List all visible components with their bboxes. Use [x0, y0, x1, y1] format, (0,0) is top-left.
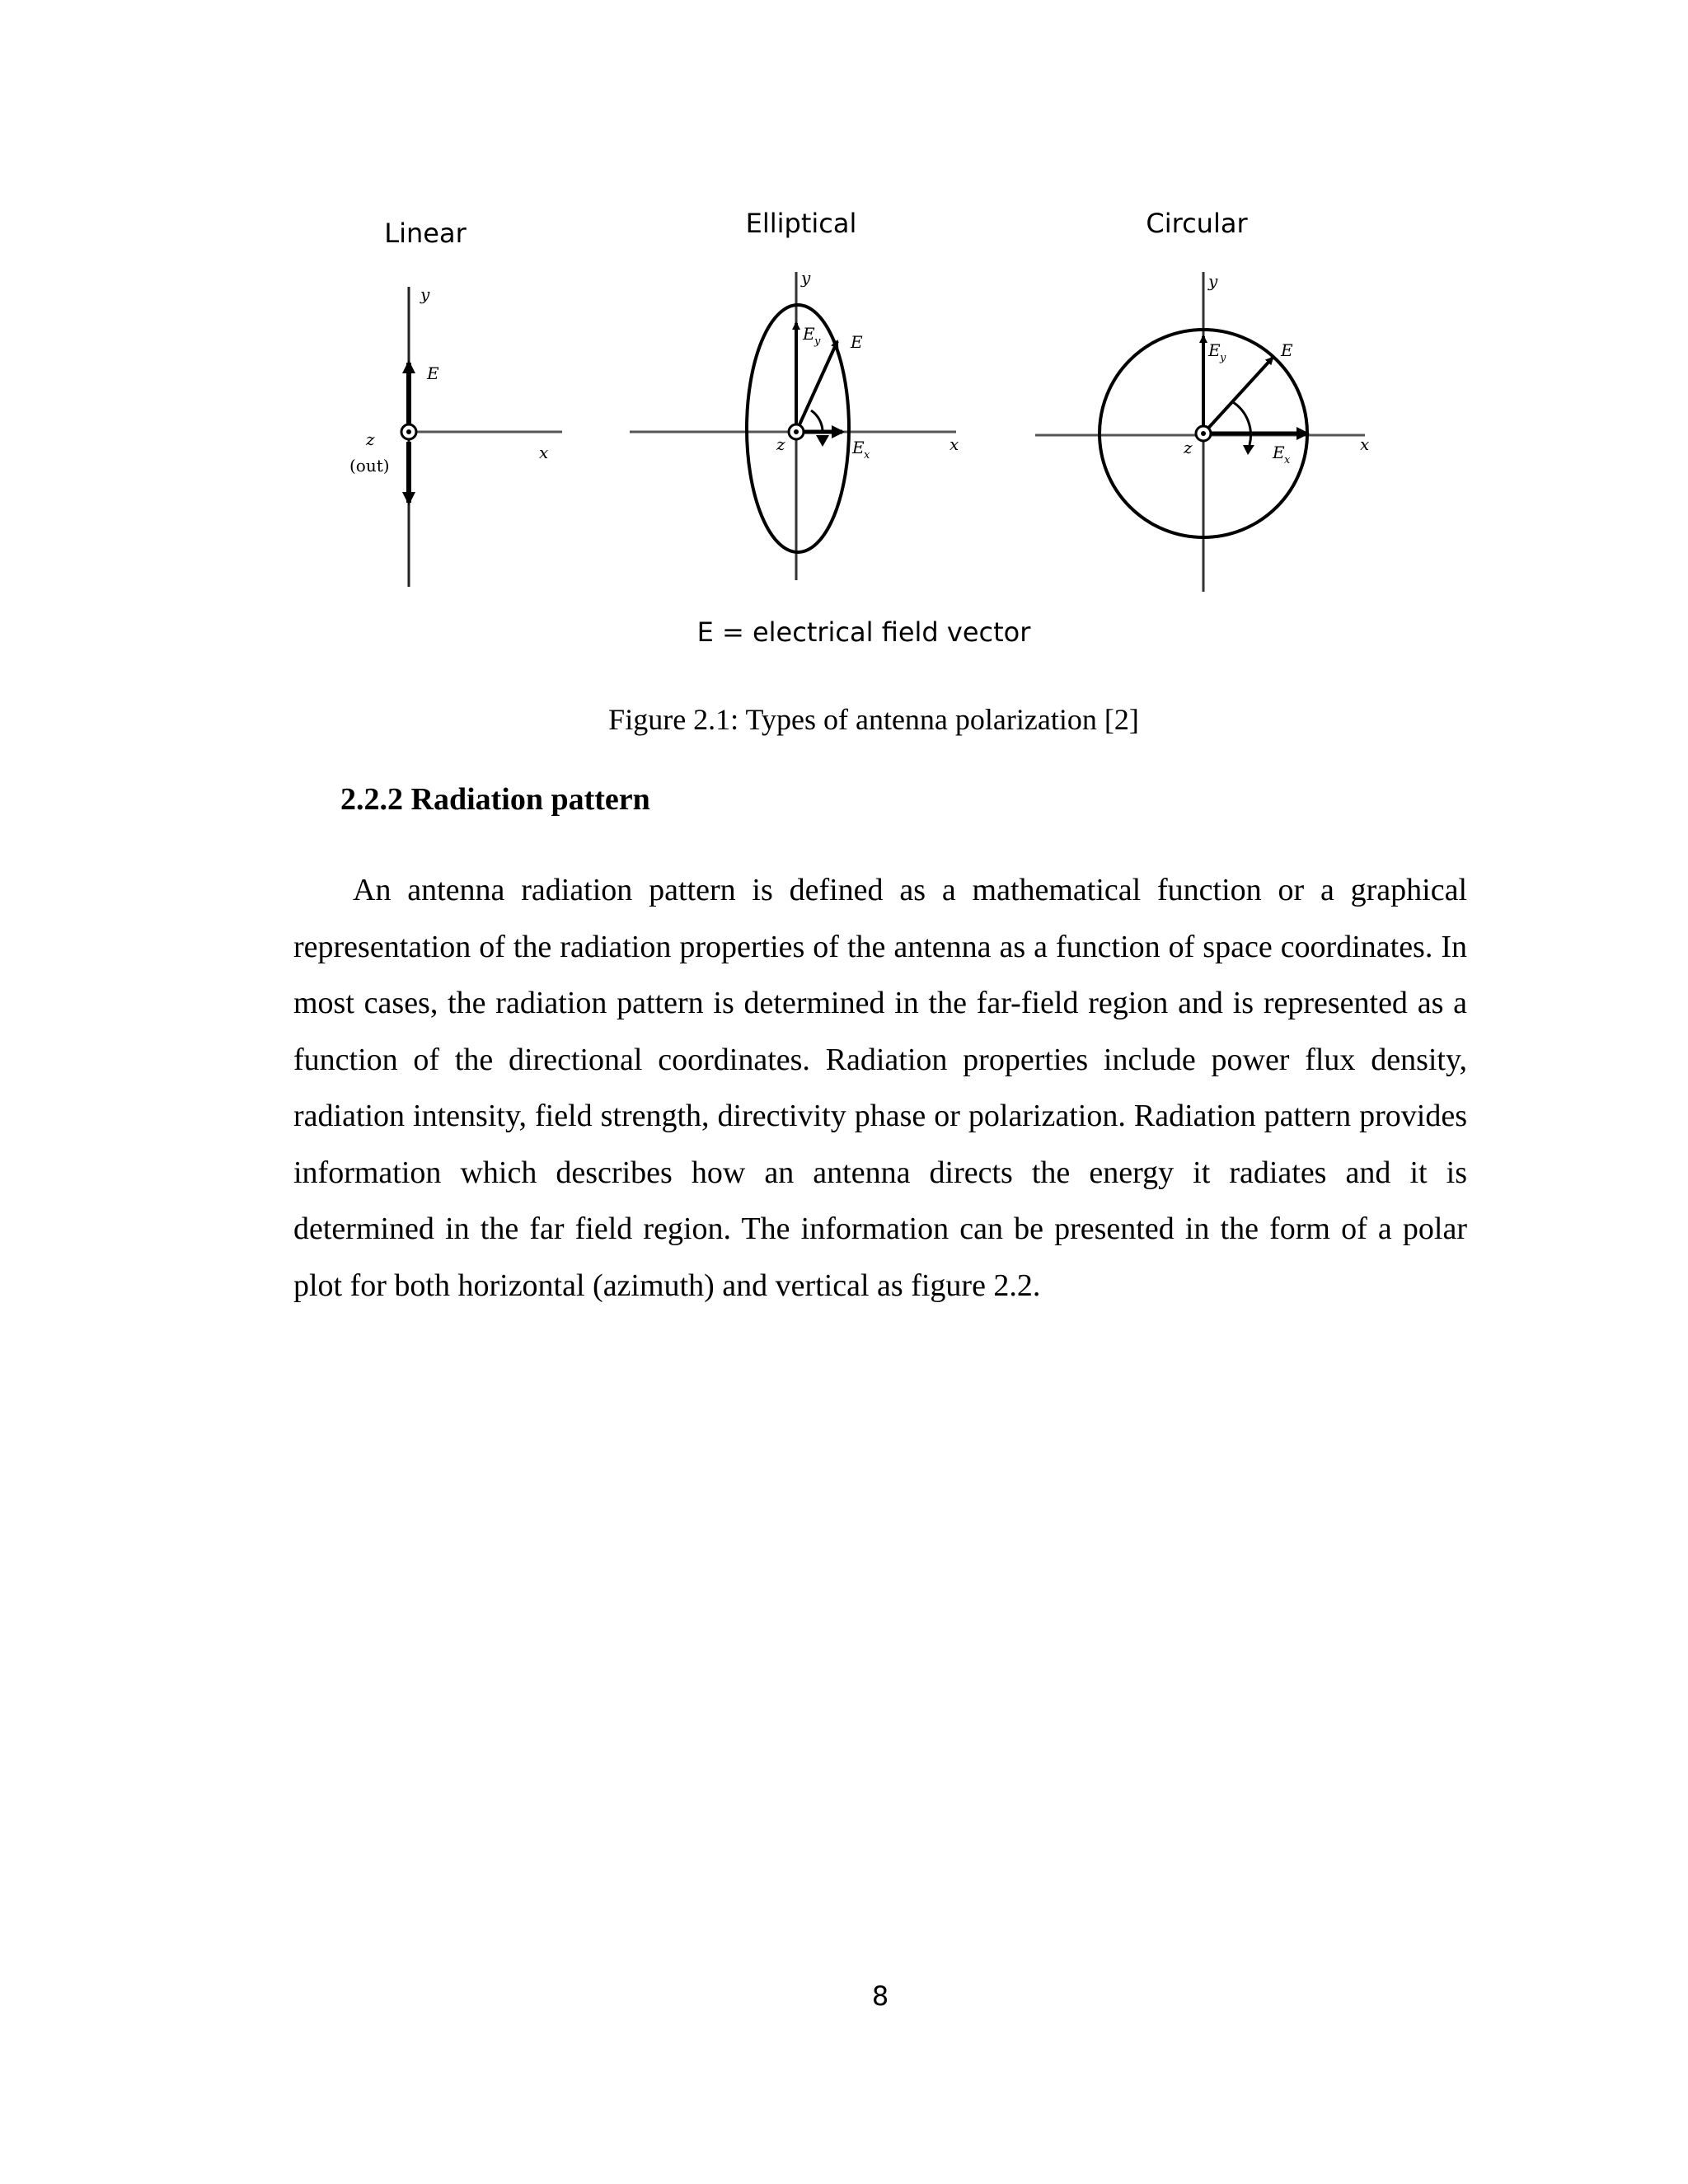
circular-e-vector: [1203, 358, 1273, 434]
elliptical-z-label: z: [776, 434, 785, 454]
page-number: 8: [871, 1980, 889, 2012]
polarization-figure: [0, 0, 1688, 626]
linear-x-label: x: [539, 443, 549, 462]
elliptical-y-label: y: [801, 268, 811, 288]
circular-diagram: [1035, 271, 1369, 592]
section-heading: 2.2.2 Radiation pattern: [340, 782, 650, 817]
elliptical-x-label: x: [950, 434, 959, 454]
circular-z-label: z: [1184, 438, 1193, 457]
panel-label-elliptical: Elliptical: [745, 208, 857, 239]
elliptical-ex-sub: x: [864, 449, 870, 462]
elliptical-diagram: [630, 268, 959, 580]
circular-rotation-arc: [1233, 402, 1251, 445]
linear-y-label: y: [420, 284, 430, 304]
circular-x-label: x: [1360, 434, 1370, 454]
circular-ey-sub: y: [1220, 352, 1226, 364]
panel-label-circular: Circular: [1146, 208, 1248, 239]
figure-caption: Figure 2.1: Types of antenna polarization [2]: [608, 703, 1139, 736]
circular-ex-sub: x: [1284, 454, 1291, 466]
linear-z-label: z: [366, 429, 375, 449]
body-paragraph: An antenna radiation pattern is defined as a mathematical function or a graphical representation of the radiation properties of the antenna as a function of space coordinates. In most cases, the radiation pattern is determined in the far-field region and is represented as a function of the directional coordinates. Radiation properties include power flux density, radiation intensity, field strength, directivity phase or polarization. Radiation pattern provides information which describes how an antenna directs the energy it radiates and it is determined in the far field region. The information can be presented in the form of a polar plot for both horizontal (azimuth) and vertical as figure 2.2.: [293, 873, 1467, 1303]
figure-legend: E = electrical field vector: [696, 616, 1031, 648]
elliptical-e-label: E: [851, 332, 863, 352]
elliptical-e-vector: [796, 341, 837, 432]
linear-out-label: (out): [349, 456, 390, 476]
panel-label-linear: Linear: [384, 218, 467, 249]
circular-e-label: E: [1281, 340, 1293, 360]
linear-e-label: E: [427, 363, 439, 383]
circular-ex-label: E: [1273, 443, 1285, 462]
elliptical-ex-label: E: [852, 438, 865, 457]
elliptical-ey-sub: y: [814, 335, 821, 348]
circular-ey-label: E: [1208, 340, 1221, 360]
elliptical-ey-label: E: [803, 324, 815, 344]
linear-diagram: [349, 284, 562, 587]
circular-y-label: y: [1208, 271, 1218, 291]
